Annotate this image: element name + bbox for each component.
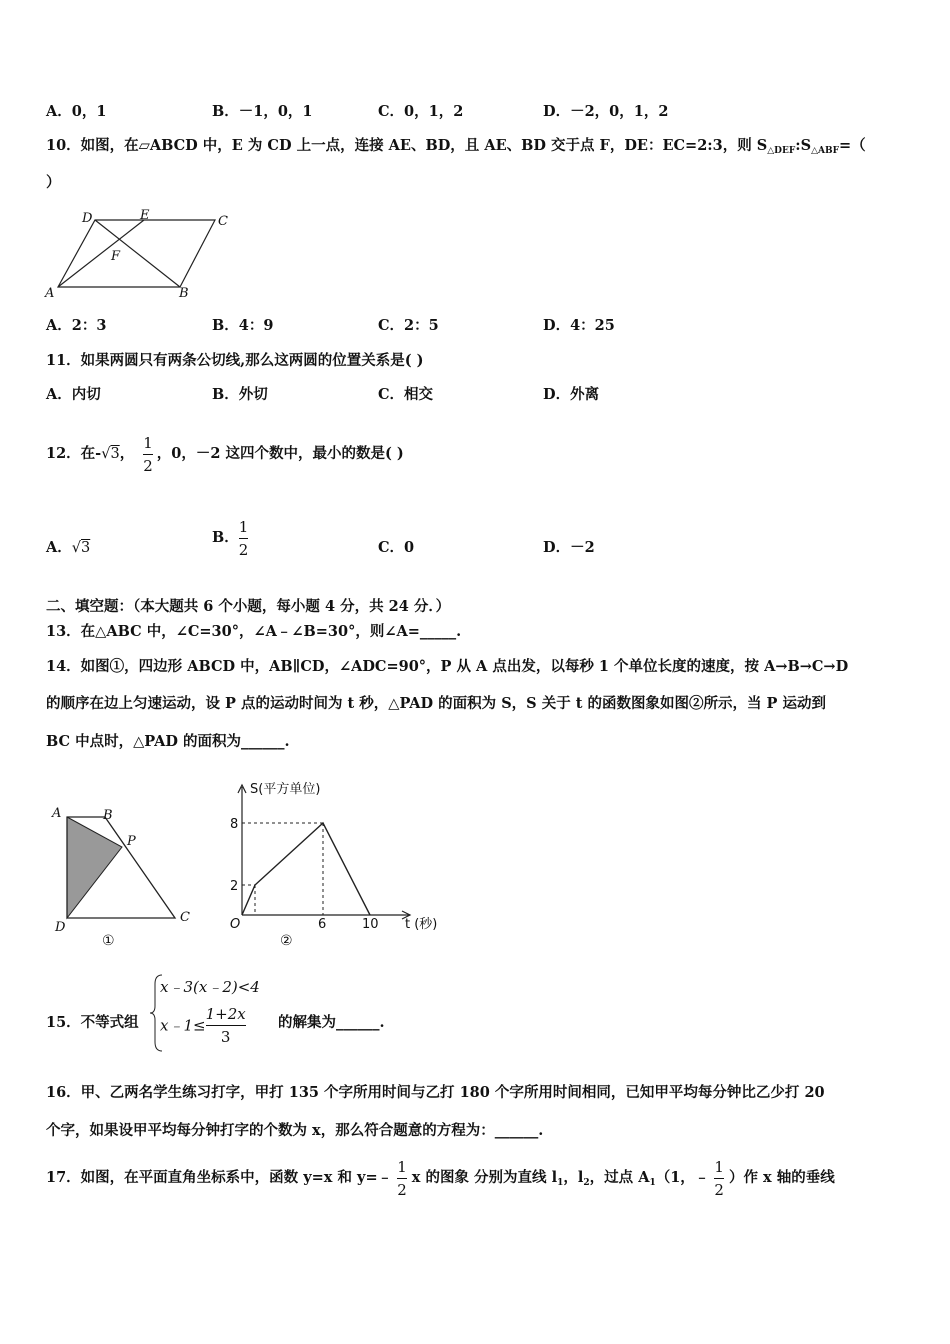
segment-ae bbox=[58, 220, 144, 287]
q15-label: 15．不等式组 bbox=[46, 1014, 139, 1031]
x-tick-6: 6 bbox=[318, 917, 327, 932]
section-2-heading: 二、填空题：（本大题共 6 个小题，每小题 4 分，共 24 分．） bbox=[46, 598, 451, 615]
q14-figure-2-graph bbox=[220, 775, 470, 950]
y-tick-2: 2 bbox=[230, 879, 239, 894]
q13-stem: 13．在△ABC 中，∠C=30°，∠A﹣∠B=30°，则∠A=_____. bbox=[46, 623, 462, 640]
x-tick-10: 10 bbox=[362, 917, 379, 932]
q9-option-a: A．0，1 bbox=[46, 103, 107, 120]
label-e: E bbox=[140, 208, 150, 223]
sqrt-icon: √ bbox=[71, 540, 82, 556]
q14-line-3: BC 中点时，△PAD 的面积为______. bbox=[46, 733, 290, 750]
parallelogram-abcd bbox=[58, 220, 215, 287]
q9-option-c: C．0，1，2 bbox=[378, 103, 464, 120]
q12-fraction: $\frac{1}{2}$ bbox=[143, 433, 153, 475]
label-f: F bbox=[111, 249, 121, 264]
q11-option-c: C．相交 bbox=[378, 386, 434, 403]
figure-1-number: ① bbox=[102, 933, 115, 949]
q14-line-1: 14．如图①，四边形 ABCD 中，AB∥CD，∠ADC=90°，P 从 A 点出发，以每秒 1 个单位长度的速度，按 A→B→C→D bbox=[46, 658, 849, 675]
y-tick-8: 8 bbox=[230, 817, 239, 832]
q17-stem: 17．如图，在平面直角坐标系中，函数 y=x 和 y=﹣ $\frac{1}{2}$ x 的图象 分别为直线 $l_1$，$l_2$，过点 $A_1(1$，﹣ $\frac{1}{2}$ ）作 x 轴的垂线 bbox=[46, 1157, 835, 1199]
q12-option-d: D．－2 bbox=[543, 539, 595, 556]
q10-option-b: B．4：9 bbox=[212, 317, 274, 334]
label-a: A bbox=[45, 286, 55, 301]
q11-option-d: D．外离 bbox=[543, 386, 600, 403]
q15-inequality-1: x﹣3(x﹣2)<4 bbox=[160, 978, 260, 996]
q10-option-c: C．2：5 bbox=[378, 317, 439, 334]
q10-stem: 10．如图，在▱ABCD 中，E 为 CD 上一点，连接 AE、BD，且 AE、BD 交于点 F，DE：EC=2:3，则 $S_{\triangle DEF}:S_{\triangle ABF}=$（ bbox=[46, 137, 866, 156]
q10-option-a: A．2：3 bbox=[46, 317, 107, 334]
sqrt-icon: √ bbox=[101, 446, 111, 462]
label-b: B bbox=[179, 286, 189, 301]
q11-option-a: A．内切 bbox=[46, 386, 101, 403]
label-c: C bbox=[180, 910, 190, 925]
q10-close-paren: ） bbox=[46, 174, 61, 191]
q17-fraction-2: $\frac{1}{2}$ bbox=[714, 1157, 724, 1199]
q11-stem: 11．如果两圆只有两条公切线,那么这两圆的位置关系是( ) bbox=[46, 352, 424, 369]
label-d: D bbox=[82, 211, 93, 226]
q12-option-c: C．0 bbox=[378, 539, 415, 556]
q15-inequality-2: x﹣1≤ $\frac{1+2x}{3}$ bbox=[160, 1005, 246, 1046]
y-axis-label: S(平方单位) bbox=[250, 782, 321, 797]
graph-line-s-of-t bbox=[242, 823, 370, 915]
q10-option-d: D．4：25 bbox=[543, 317, 615, 334]
segment-bd bbox=[95, 220, 180, 287]
shaded-triangle-pad bbox=[67, 817, 122, 918]
label-a: A bbox=[52, 806, 62, 821]
q14-line-2: 的顺序在边上匀速运动，设 P 点的运动时间为 t 秒，△PAD 的面积为 S，S 关于 t 的函数图象如图②所示，当 P 运动到 bbox=[46, 695, 826, 712]
q12-stem: 12．在-√3， $\frac{1}{2}$ ，0，－2 这四个数中，最小的数是( ) bbox=[46, 433, 404, 475]
x-axis-label: t (秒) bbox=[405, 917, 438, 932]
q10-parallelogram-figure bbox=[40, 205, 240, 305]
parallelogram-icon: ▱ bbox=[138, 137, 150, 154]
q15-tail: 的解集为______. bbox=[278, 1014, 385, 1031]
q9-option-b: B．－1，0，1 bbox=[212, 103, 313, 120]
q14-figure-1-quadrilateral bbox=[45, 800, 205, 950]
q12-option-a: A．√3 bbox=[46, 539, 91, 556]
figure-2-number: ② bbox=[280, 933, 293, 949]
label-d: D bbox=[55, 920, 66, 935]
q12-option-b-fraction: $\frac{1}{2}$ bbox=[238, 517, 249, 559]
q9-option-d: D．－2，0，1，2 bbox=[543, 103, 669, 120]
q12-option-b: B． $\frac{1}{2}$ bbox=[212, 517, 249, 559]
label-b: B bbox=[103, 808, 113, 823]
origin-label: O bbox=[230, 917, 241, 932]
q11-option-b: B．外切 bbox=[212, 386, 268, 403]
label-c: C bbox=[218, 214, 228, 229]
q16-line-1: 16．甲、乙两名学生练习打字，甲打 135 个字所用时间与乙打 180 个字所用时间相同，已知甲平均每分钟比乙少打 20 bbox=[46, 1084, 825, 1101]
q16-line-2: 个字，如果设甲平均每分钟打字的个数为 x，那么符合题意的方程为：______. bbox=[46, 1122, 544, 1139]
q17-fraction-1: $\frac{1}{2}$ bbox=[397, 1157, 407, 1199]
label-p: P bbox=[127, 834, 136, 849]
